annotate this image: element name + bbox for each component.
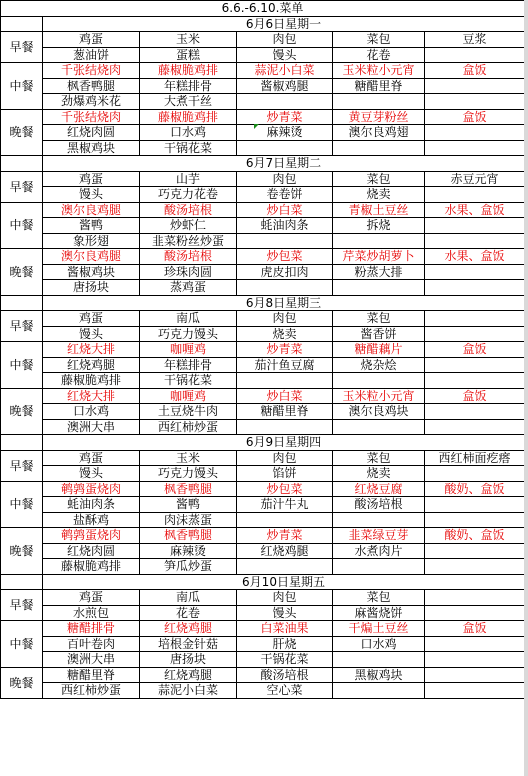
menu-cell[interactable]: 肉沫蒸蛋: [140, 512, 237, 528]
menu-cell[interactable]: 水果、盒饭: [425, 249, 525, 265]
menu-cell[interactable]: [425, 559, 525, 575]
day-header: 6月9日星期四: [43, 435, 525, 451]
menu-cell[interactable]: 水煮肉片: [333, 543, 425, 559]
meal-label-lunch: 中餐: [1, 342, 43, 389]
menu-row: [1, 512, 525, 528]
menu-cell[interactable]: 白菜油果: [237, 621, 333, 637]
menu-cell[interactable]: [333, 94, 425, 110]
meal-label-dinner: 晚餐: [1, 388, 43, 435]
menu-cell[interactable]: 玉米: [140, 450, 237, 466]
meal-label-dinner: 晚餐: [1, 667, 43, 698]
menu-cell[interactable]: 酱椒鸡块: [43, 264, 140, 280]
menu-cell[interactable]: [333, 559, 425, 575]
menu-cell[interactable]: [425, 636, 525, 652]
menu-cell[interactable]: 澳洲大串: [43, 419, 140, 435]
menu-cell[interactable]: 馒头: [43, 326, 140, 342]
menu-cell[interactable]: 卷卷饼: [237, 187, 333, 203]
menu-row: [1, 78, 525, 94]
menu-row: [1, 249, 525, 265]
day-header: 6月10日星期五: [43, 574, 525, 590]
menu-row: [1, 683, 525, 699]
menu-cell[interactable]: 藤椒脆鸡排: [43, 373, 140, 389]
menu-row: [1, 481, 525, 497]
menu-cell[interactable]: 烧卖: [333, 466, 425, 482]
menu-cell[interactable]: 鸡蛋: [43, 32, 140, 48]
menu-cell[interactable]: 藤椒脆鸡排: [140, 63, 237, 79]
menu-cell[interactable]: 酸奶、盒饭: [425, 481, 525, 497]
menu-cell[interactable]: [237, 419, 333, 435]
menu-cell[interactable]: 蒜泥小白菜: [237, 63, 333, 79]
menu-cell[interactable]: 年糕排骨: [140, 78, 237, 94]
menu-cell[interactable]: 南瓜: [140, 590, 237, 606]
menu-cell[interactable]: 炒包菜: [237, 249, 333, 265]
menu-cell[interactable]: 千张结烧肉: [43, 63, 140, 79]
title-row: [1, 1, 525, 17]
meal-label-dinner: 晚餐: [1, 528, 43, 575]
menu-cell[interactable]: 蛋糕: [140, 47, 237, 63]
menu-row: [1, 326, 525, 342]
menu-row: [1, 218, 525, 234]
menu-cell[interactable]: 炒虾仁: [140, 218, 237, 234]
menu-cell[interactable]: 咖喱鸡: [140, 342, 237, 358]
menu-cell[interactable]: 肉包: [237, 311, 333, 327]
menu-cell[interactable]: 糖醋里脊: [333, 78, 425, 94]
day-header: 6月6日星期一: [43, 16, 525, 32]
menu-cell[interactable]: 菜包: [333, 590, 425, 606]
menu-row: [1, 63, 525, 79]
menu-cell[interactable]: 盒饭: [425, 63, 525, 79]
menu-cell[interactable]: 酸汤培根: [140, 202, 237, 218]
menu-cell[interactable]: 炒白菜: [237, 202, 333, 218]
meal-label-dinner: 晚餐: [1, 249, 43, 296]
menu-cell[interactable]: 茄汁鱼豆腐: [237, 357, 333, 373]
menu-cell[interactable]: [425, 233, 525, 249]
menu-cell[interactable]: 糖醋藕片: [333, 342, 425, 358]
menu-row: [1, 357, 525, 373]
menu-cell[interactable]: 盒饭: [425, 109, 525, 125]
menu-cell[interactable]: 红烧肉圆: [43, 543, 140, 559]
menu-cell[interactable]: 蚝油肉条: [237, 218, 333, 234]
menu-cell[interactable]: [425, 357, 525, 373]
menu-cell[interactable]: [237, 559, 333, 575]
menu-cell[interactable]: 肝烧: [237, 636, 333, 652]
menu-title: 6.6.-6.10.菜单: [1, 1, 525, 17]
menu-cell[interactable]: 酱香饼: [333, 326, 425, 342]
menu-cell[interactable]: 烧卖: [333, 187, 425, 203]
menu-cell[interactable]: [425, 652, 525, 668]
menu-cell[interactable]: 千张结烧肉: [43, 109, 140, 125]
menu-cell[interactable]: 蒜泥小白菜: [140, 683, 237, 699]
menu-cell[interactable]: [425, 47, 525, 63]
header-spacer: [1, 156, 43, 172]
menu-row: [1, 621, 525, 637]
menu-cell[interactable]: 糖醋里脊: [237, 404, 333, 420]
menu-cell[interactable]: [425, 590, 525, 606]
menu-cell[interactable]: 干煸土豆丝: [333, 621, 425, 637]
menu-row: [1, 497, 525, 513]
menu-row: [1, 342, 525, 358]
menu-cell[interactable]: 炒青菜: [237, 528, 333, 544]
menu-cell[interactable]: 肉包: [237, 590, 333, 606]
menu-cell[interactable]: 红烧大排: [43, 342, 140, 358]
menu-cell[interactable]: 鸡蛋: [43, 311, 140, 327]
menu-cell[interactable]: 韭菜绿豆芽: [333, 528, 425, 544]
menu-cell[interactable]: [333, 233, 425, 249]
meal-label-lunch: 中餐: [1, 481, 43, 528]
menu-cell[interactable]: 麻辣烫: [140, 543, 237, 559]
menu-cell[interactable]: 口水鸡: [140, 125, 237, 141]
menu-cell[interactable]: 茄汁牛丸: [237, 497, 333, 513]
menu-cell[interactable]: 巧克力花卷: [140, 187, 237, 203]
header-spacer: [1, 435, 43, 451]
menu-cell[interactable]: [425, 187, 525, 203]
menu-cell[interactable]: 培根金针菇: [140, 636, 237, 652]
menu-row: [1, 202, 525, 218]
menu-cell[interactable]: [333, 140, 425, 156]
menu-cell[interactable]: 黄豆芽粉丝: [333, 109, 425, 125]
day-header: 6月7日星期二: [43, 156, 525, 172]
menu-cell[interactable]: [237, 512, 333, 528]
menu-cell[interactable]: 澳尔良鸡翅: [333, 125, 425, 141]
menu-cell[interactable]: 菜包: [333, 311, 425, 327]
menu-cell[interactable]: 虎皮扣肉: [237, 264, 333, 280]
menu-cell[interactable]: [237, 140, 333, 156]
menu-cell[interactable]: 红烧豆腐: [333, 481, 425, 497]
menu-cell[interactable]: 西红柿炒蛋: [140, 419, 237, 435]
day-header-row: [1, 435, 525, 451]
menu-cell[interactable]: 澳尔良鸡块: [333, 404, 425, 420]
menu-cell[interactable]: [425, 264, 525, 280]
menu-cell[interactable]: [425, 94, 525, 110]
menu-row: [1, 187, 525, 203]
menu-cell[interactable]: 鹌鹑蛋烧肉: [43, 481, 140, 497]
menu-row: [1, 419, 525, 435]
menu-cell[interactable]: [237, 233, 333, 249]
menu-cell[interactable]: 花卷: [140, 605, 237, 621]
menu-cell[interactable]: [425, 497, 525, 513]
meal-label-lunch: 中餐: [1, 63, 43, 110]
menu-cell[interactable]: 酱鸭: [140, 497, 237, 513]
menu-cell[interactable]: [425, 404, 525, 420]
day-header: 6月8日星期三: [43, 295, 525, 311]
menu-row: [1, 388, 525, 404]
menu-cell[interactable]: 炒青菜: [237, 342, 333, 358]
menu-cell[interactable]: 糖醋排骨: [43, 621, 140, 637]
menu-cell[interactable]: 酸汤培根: [237, 667, 333, 683]
menu-cell[interactable]: [425, 311, 525, 327]
menu-row: [1, 450, 525, 466]
menu-cell[interactable]: 枫香鸭腿: [140, 528, 237, 544]
menu-cell[interactable]: 西红柿面疙瘩: [425, 450, 525, 466]
meal-label-breakfast: 早餐: [1, 32, 43, 63]
menu-cell[interactable]: 唐扬块: [43, 280, 140, 296]
menu-cell[interactable]: 藤椒脆鸡排: [140, 109, 237, 125]
scrollbar-edge[interactable]: [524, 0, 528, 776]
menu-cell[interactable]: [333, 683, 425, 699]
menu-cell[interactable]: 鸡蛋: [43, 450, 140, 466]
meal-label-breakfast: 早餐: [1, 171, 43, 202]
menu-cell[interactable]: [333, 280, 425, 296]
menu-cell[interactable]: 笋瓜炒蛋: [140, 559, 237, 575]
menu-cell[interactable]: 肉包: [237, 450, 333, 466]
menu-row: [1, 94, 525, 110]
menu-cell[interactable]: 赤豆元宵: [425, 171, 525, 187]
menu-cell[interactable]: 黑椒鸡块: [333, 667, 425, 683]
menu-cell[interactable]: 鸡蛋: [43, 171, 140, 187]
menu-cell[interactable]: 鹌鹑蛋烧肉: [43, 528, 140, 544]
menu-cell[interactable]: 烧杂烩: [333, 357, 425, 373]
menu-cell[interactable]: [425, 419, 525, 435]
menu-cell[interactable]: 炒青菜: [237, 109, 333, 125]
menu-cell[interactable]: 粉蒸大排: [333, 264, 425, 280]
menu-cell[interactable]: [333, 512, 425, 528]
menu-cell[interactable]: 玉米: [140, 32, 237, 48]
menu-cell[interactable]: 年糕排骨: [140, 357, 237, 373]
menu-cell[interactable]: 酱鸭: [43, 218, 140, 234]
menu-cell[interactable]: 盒饭: [425, 621, 525, 637]
menu-cell[interactable]: 巧克力馒头: [140, 326, 237, 342]
menu-cell[interactable]: 菜包: [333, 450, 425, 466]
menu-cell[interactable]: 黑椒鸡块: [43, 140, 140, 156]
menu-cell[interactable]: 唐扬块: [140, 652, 237, 668]
menu-row: [1, 373, 525, 389]
menu-cell[interactable]: 肉包: [237, 32, 333, 48]
menu-cell[interactable]: 红烧鸡腿: [43, 357, 140, 373]
day-header-row: [1, 156, 525, 172]
menu-row: [1, 404, 525, 420]
day-header-row: [1, 574, 525, 590]
menu-cell[interactable]: 肉包: [237, 171, 333, 187]
menu-cell[interactable]: [237, 94, 333, 110]
menu-cell[interactable]: [425, 667, 525, 683]
menu-cell[interactable]: 盐酥鸡: [43, 512, 140, 528]
menu-cell[interactable]: 干锅花菜: [237, 652, 333, 668]
menu-row: [1, 109, 525, 125]
menu-cell[interactable]: 咖喱鸡: [140, 388, 237, 404]
menu-cell[interactable]: [425, 543, 525, 559]
menu-row: [1, 171, 525, 187]
menu-cell[interactable]: [237, 373, 333, 389]
menu-cell[interactable]: 馒头: [43, 466, 140, 482]
menu-cell[interactable]: 菜包: [333, 32, 425, 48]
menu-cell[interactable]: 象形翅: [43, 233, 140, 249]
menu-cell[interactable]: 鸡蛋: [43, 590, 140, 606]
menu-cell[interactable]: 巧克力馒头: [140, 466, 237, 482]
menu-cell[interactable]: 土豆烧牛肉: [140, 404, 237, 420]
menu-row: [1, 47, 525, 63]
menu-row: [1, 125, 525, 141]
menu-cell[interactable]: 盒饭: [425, 388, 525, 404]
day-header-row: [1, 295, 525, 311]
menu-cell[interactable]: 酸汤培根: [140, 249, 237, 265]
menu-cell[interactable]: 珍珠肉圆: [140, 264, 237, 280]
menu-cell[interactable]: 青椒土豆丝: [333, 202, 425, 218]
menu-row: [1, 32, 525, 48]
menu-cell[interactable]: [333, 652, 425, 668]
menu-cell[interactable]: 红烧大排: [43, 388, 140, 404]
menu-cell[interactable]: 空心菜: [237, 683, 333, 699]
header-spacer: [1, 295, 43, 311]
menu-cell[interactable]: 酸奶、盒饭: [425, 528, 525, 544]
menu-cell[interactable]: [333, 419, 425, 435]
menu-cell[interactable]: 红烧鸡腿: [237, 543, 333, 559]
menu-cell[interactable]: 红烧肉圆: [43, 125, 140, 141]
menu-row: [1, 528, 525, 544]
menu-cell[interactable]: 澳洲大串: [43, 652, 140, 668]
menu-cell[interactable]: 糖醋里脊: [43, 667, 140, 683]
meal-label-breakfast: 早餐: [1, 590, 43, 621]
menu-cell[interactable]: 酱椒鸡腿: [237, 78, 333, 94]
menu-cell[interactable]: 水果、盒饭: [425, 202, 525, 218]
menu-cell[interactable]: [425, 125, 525, 141]
menu-cell[interactable]: [425, 512, 525, 528]
menu-row: [1, 590, 525, 606]
menu-cell[interactable]: [425, 326, 525, 342]
meal-label-breakfast: 早餐: [1, 311, 43, 342]
menu-row: [1, 605, 525, 621]
menu-cell[interactable]: [425, 280, 525, 296]
menu-row: [1, 543, 525, 559]
meal-label-lunch: 中餐: [1, 621, 43, 668]
menu-row: [1, 140, 525, 156]
menu-cell[interactable]: 菜包: [333, 171, 425, 187]
menu-cell[interactable]: 馒头: [237, 47, 333, 63]
menu-cell[interactable]: 蒸鸡蛋: [140, 280, 237, 296]
menu-row: [1, 652, 525, 668]
menu-cell[interactable]: 馅饼: [237, 466, 333, 482]
menu-cell[interactable]: 韭菜粉丝炒蛋: [140, 233, 237, 249]
menu-cell[interactable]: 玉米粒小元宵: [333, 388, 425, 404]
menu-row: [1, 233, 525, 249]
menu-row: [1, 466, 525, 482]
menu-cell[interactable]: 澳尔良鸡腿: [43, 202, 140, 218]
menu-cell[interactable]: [425, 218, 525, 234]
menu-cell[interactable]: [425, 466, 525, 482]
menu-cell[interactable]: [425, 78, 525, 94]
menu-cell[interactable]: 馒头: [237, 605, 333, 621]
menu-cell[interactable]: 红烧鸡腿: [140, 667, 237, 683]
menu-cell[interactable]: 百叶卷肉: [43, 636, 140, 652]
menu-cell[interactable]: 拆烧: [333, 218, 425, 234]
menu-cell[interactable]: 玉米粒小元宵: [333, 63, 425, 79]
menu-row: [1, 280, 525, 296]
menu-row: [1, 636, 525, 652]
meal-label-breakfast: 早餐: [1, 450, 43, 481]
menu-cell[interactable]: 麻酱烧饼: [333, 605, 425, 621]
menu-cell[interactable]: [333, 373, 425, 389]
menu-cell[interactable]: [425, 605, 525, 621]
menu-cell[interactable]: 西红柿炒蛋: [43, 683, 140, 699]
menu-cell[interactable]: 澳尔良鸡腿: [43, 249, 140, 265]
menu-cell[interactable]: [425, 373, 525, 389]
menu-cell[interactable]: 炒包菜: [237, 481, 333, 497]
menu-cell[interactable]: 山芋: [140, 171, 237, 187]
menu-cell[interactable]: 红烧鸡腿: [140, 621, 237, 637]
menu-row: [1, 311, 525, 327]
day-header-row: [1, 16, 525, 32]
menu-cell[interactable]: 大煮干丝: [140, 94, 237, 110]
menu-cell[interactable]: 水煎包: [43, 605, 140, 621]
menu-cell[interactable]: 口水鸡: [333, 636, 425, 652]
menu-cell[interactable]: [237, 280, 333, 296]
meal-label-dinner: 晚餐: [1, 109, 43, 156]
menu-cell[interactable]: 豆浆: [425, 32, 525, 48]
menu-cell[interactable]: 芹菜炒胡萝卜: [333, 249, 425, 265]
menu-cell[interactable]: 枫香鸭腿: [43, 78, 140, 94]
menu-cell[interactable]: 枫香鸭腿: [140, 481, 237, 497]
menu-cell[interactable]: 麻辣烫: [237, 125, 333, 141]
menu-cell[interactable]: 烧卖: [237, 326, 333, 342]
header-spacer: [1, 16, 43, 32]
menu-cell[interactable]: 炒白菜: [237, 388, 333, 404]
menu-cell[interactable]: 劲爆鸡米花: [43, 94, 140, 110]
menu-cell[interactable]: 口水鸡: [43, 404, 140, 420]
menu-cell[interactable]: 酸汤培根: [333, 497, 425, 513]
menu-cell[interactable]: [425, 140, 525, 156]
menu-row: [1, 667, 525, 683]
meal-label-lunch: 中餐: [1, 202, 43, 249]
menu-cell[interactable]: [425, 683, 525, 699]
menu-cell[interactable]: 南瓜: [140, 311, 237, 327]
menu-cell[interactable]: 盒饭: [425, 342, 525, 358]
menu-row: [1, 559, 525, 575]
menu-cell[interactable]: 馒头: [43, 187, 140, 203]
menu-cell[interactable]: 藤椒脆鸡排: [43, 559, 140, 575]
menu-cell[interactable]: 葱油饼: [43, 47, 140, 63]
menu-cell[interactable]: 干锅花菜: [140, 140, 237, 156]
menu-cell[interactable]: 干锅花菜: [140, 373, 237, 389]
header-spacer: [1, 574, 43, 590]
comment-marker: [254, 124, 259, 129]
menu-row: [1, 264, 525, 280]
menu-cell[interactable]: 蚝油肉条: [43, 497, 140, 513]
menu-cell[interactable]: 花卷: [333, 47, 425, 63]
